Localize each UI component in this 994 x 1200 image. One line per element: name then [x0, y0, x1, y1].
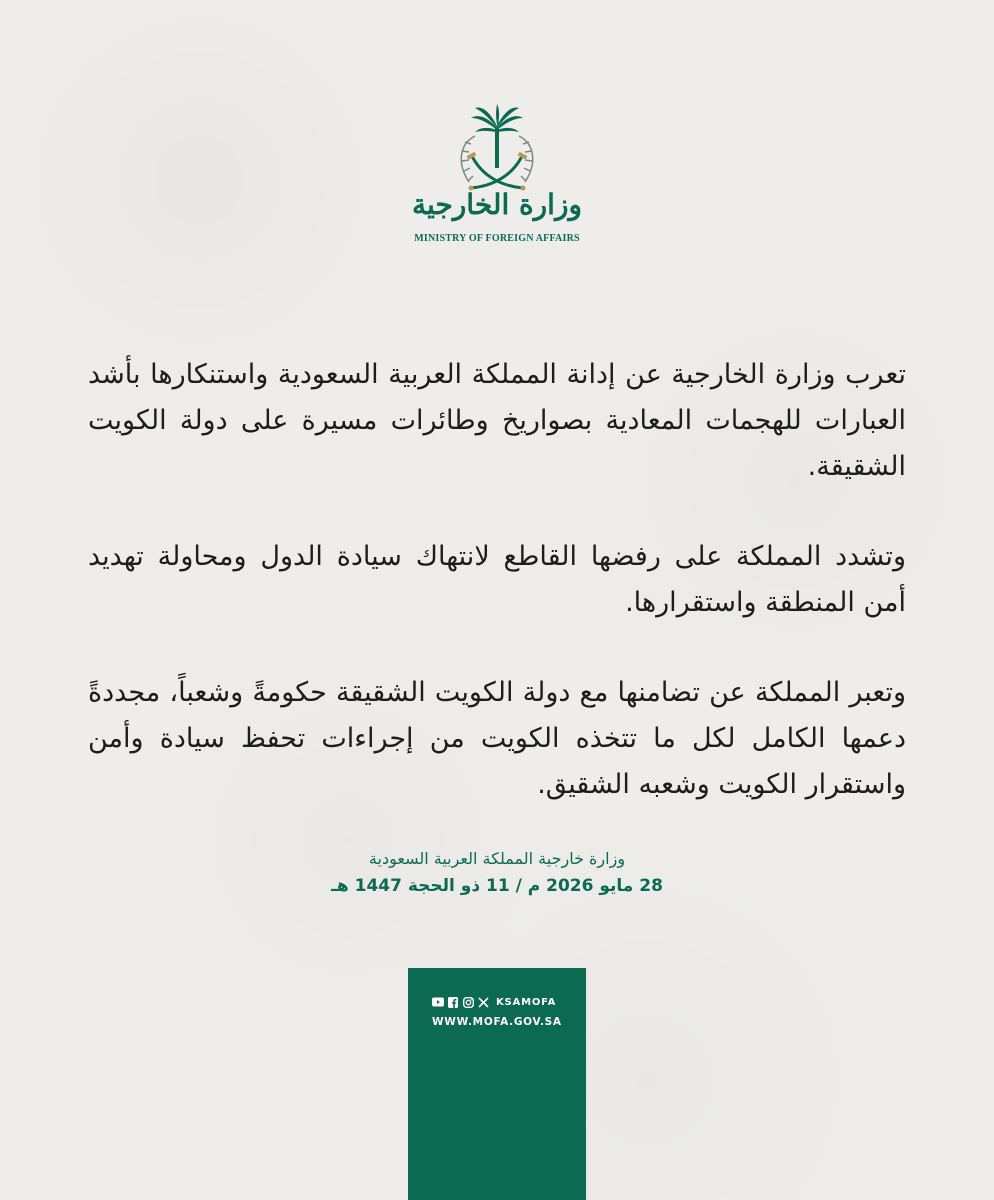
youtube-icon[interactable]: [432, 996, 444, 1008]
signature-name: وزارة خارجية المملكة العربية السعودية: [368, 849, 626, 868]
statement-body: [88, 352, 906, 852]
ministry-arabic-name: وزارة الخارجية: [412, 188, 582, 221]
statement-paragraph-1: تعرب وزارة الخارجية عن إدانة المملكة العربية السعودية واستنكارها بأشد العبارات للهجمات المعادية بصواريخ وطائرات مسيرة على دولة الكويت الشقيقة.: [88, 359, 906, 482]
ministry-english-name: MINISTRY OF FOREIGN AFFAIRS: [414, 233, 580, 244]
instagram-icon[interactable]: [462, 996, 474, 1008]
social-handle[interactable]: KSAMOFA: [496, 996, 557, 1008]
statement-paragraph-2: وتشدد المملكة على رفضها القاطع لانتهاك سيادة الدول ومحاولة تهديد أمن المنطقة واستقرارها.: [88, 541, 906, 618]
saudi-emblem-icon: [417, 100, 577, 248]
x-icon[interactable]: [477, 996, 489, 1008]
facebook-icon[interactable]: [447, 996, 459, 1008]
signature-date: 28 مايو 2026 م / 11 ذو الحجة 1447 هـ: [331, 876, 663, 896]
footer-panel: [408, 968, 586, 1200]
social-links: [432, 996, 562, 1008]
statement-paragraph-3: وتعبر المملكة عن تضامنها مع دولة الكويت الشقيقة حكومةً وشعباً، مجددةً دعمها الكامل لكل ما تتخذه الكويت من إجراءات تحفظ سيادة وأمن واستقرار الكويت وشعبه الشقيق.: [88, 677, 906, 800]
website-link[interactable]: WWW.MOFA.GOV.SA: [432, 1016, 562, 1028]
signature-block: [300, 845, 694, 899]
